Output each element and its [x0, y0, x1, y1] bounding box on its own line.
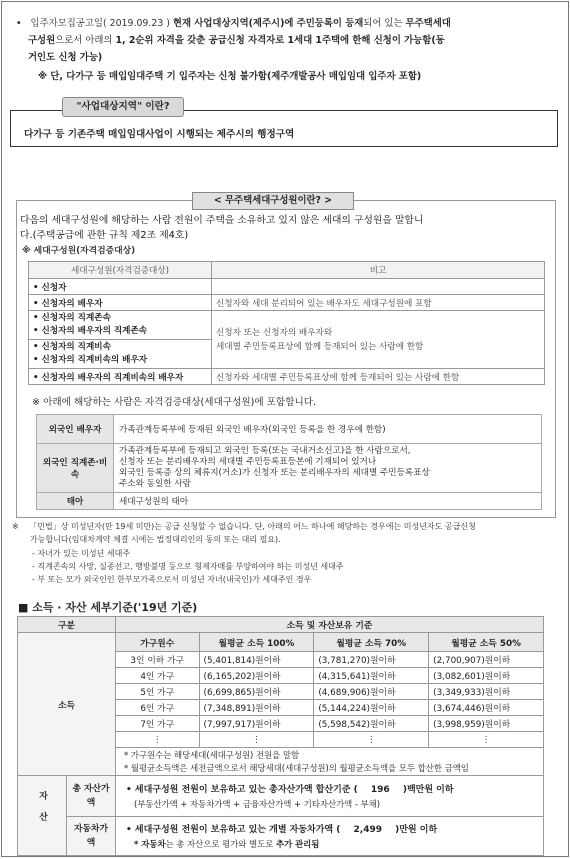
- table-row: [37, 444, 542, 493]
- included-line: 외국인 등록증 상의 체류지(거소)가 신청자 또는 분리배우자의 세대별 주민등록표상: [119, 468, 430, 478]
- income-cell: (5,144,224)원이하: [314, 700, 429, 716]
- income-row-label: 소득: [18, 633, 116, 776]
- ellipsis-cell: ⋮: [199, 732, 314, 748]
- table-row: [29, 369, 545, 385]
- member-line: • 신청자의 직계비속의 배우자: [33, 355, 148, 365]
- income-cell: (2,700,907)원이하: [429, 652, 544, 668]
- footnote-line-2: 가능합니다(임대차계약 체결 시에는 법정대리인의 동의 또는 대리 필요).: [30, 535, 281, 544]
- car-value-label: 자동차가액: [67, 817, 116, 856]
- total-assets-label: 총 자산가액: [67, 776, 116, 817]
- ellipsis-cell: ⋮: [116, 732, 200, 748]
- table-row: [29, 295, 545, 311]
- sub-header-cell: 월평균 소득 100%: [199, 633, 314, 652]
- income-cell: (3,349,933)원이하: [429, 684, 544, 700]
- income-note-2: * 월평균소득액은 세전금액으로서 해당세대(세대구성원)의 월평균소득액을 모두 합산한 금액임: [116, 761, 544, 776]
- ellipsis-cell: ⋮: [314, 732, 429, 748]
- included-text-block: [114, 444, 542, 493]
- member-line: • 신청자의 배우자의 직계존속: [33, 326, 148, 336]
- total-assets-cell: [116, 776, 544, 817]
- table-row: [29, 311, 545, 340]
- income-cell: (3,674,446)원이하: [429, 700, 544, 716]
- included-text: 가족관계등록부에 등재된 외국인 배우자(외국인 등록을 한 경우에 한함): [114, 415, 542, 444]
- footnote-item: - 자녀가 있는 미성년 세대주: [32, 549, 131, 558]
- car-sub-label: * 자동차: [134, 839, 166, 849]
- household-size-cell: 3인 이하 가구: [116, 652, 200, 668]
- household-size-cell: 4인 가구: [116, 668, 200, 684]
- member-cell: [29, 311, 212, 340]
- region-requirement-text: 현재 사업대상지역(제주시)에 주민등록이 등재: [172, 18, 364, 29]
- total-assets-value: 196: [370, 785, 390, 795]
- merged-note-line: 신청자 또는 신청자의 배우자와: [216, 327, 333, 338]
- car-value-sub: [126, 838, 539, 850]
- member-cell: • 신청자의 배우자의 직계비속의 배우자: [29, 369, 212, 385]
- car-sub-emphasis: 추가 관리됨: [275, 839, 320, 849]
- table-row: [37, 493, 542, 510]
- included-text: 세대구성원의 태아: [114, 493, 542, 510]
- table-row: [29, 279, 545, 295]
- income-cell: (7,348,891)원이하: [199, 700, 314, 716]
- region-definition-text: 다가구 등 기존주택 매입임대사업이 시행되는 제주시의 행정구역: [24, 129, 295, 140]
- sub-header-cell: 월평균 소득 70%: [314, 633, 429, 652]
- income-cell: (3,082,601)원이하: [429, 668, 544, 684]
- total-assets-sub: (부동산가액 + 자동차가액 + 금융자산가액 + 기타자산가액 - 부채): [134, 799, 381, 809]
- table-row: [37, 415, 542, 444]
- car-sub-text: 는 총 자산으로 평가와 별도로: [165, 839, 276, 849]
- household-size-cell: 5인 가구: [116, 684, 200, 700]
- income-table: [17, 616, 544, 856]
- footnote-mark: ※: [12, 522, 19, 531]
- intro-line-1: [16, 15, 451, 29]
- income-heading: ■ 소득 · 자산 세부기준('19년 기준): [18, 601, 198, 614]
- intro-connector-text: 되어 있는: [363, 18, 406, 29]
- document-page: [1, 1, 569, 857]
- sub-header-cell: 월평균 소득 50%: [429, 633, 544, 652]
- household-size-cell: 7인 가구: [116, 716, 200, 732]
- total-assets-unit: )백만원 이하: [402, 785, 454, 795]
- footnote-line-1: [12, 521, 476, 532]
- household-member-table: [28, 261, 545, 385]
- bullet: •: [16, 18, 22, 29]
- assets-label-text: 자산: [37, 790, 47, 833]
- sub-header-cell: 가구원수: [116, 633, 200, 652]
- car-value-cell: [116, 817, 544, 856]
- col-note-header: 비고: [212, 262, 545, 279]
- income-cell: (4,689,906)원이하: [314, 684, 429, 700]
- member-text: 구성원: [28, 35, 56, 46]
- total-assets-line: [126, 782, 539, 795]
- car-value-line: [126, 822, 539, 835]
- eligibility-text: 1, 2순위 자격을 갖춘 공급신청 자격자로 1세대 1주택에 한해 신청이 가능함(동: [115, 35, 445, 46]
- car-value-unit: )만원 이하: [395, 825, 438, 835]
- announcement-date-text: 입주자모집공고일( 2019.09.23 ): [30, 18, 173, 29]
- criteria-header: 소득 및 자산보유 기준: [116, 617, 544, 633]
- included-members-table: [36, 414, 542, 510]
- income-cell: (6,165,202)원이하: [199, 668, 314, 684]
- intro-note: ※ 단, 다가구 등 매입임대주택 기 입주자는 신청 불가함(제주개발공사 매입임대 입주자 포함): [38, 71, 422, 82]
- included-label: 외국인 직계존·비속: [37, 444, 114, 493]
- note-cell: 신청자와 세대별 주민등록표상에 함께 등재되어 있는 사람에 한함: [212, 369, 545, 385]
- included-label: 태아: [37, 493, 114, 510]
- income-cell: (6,699,865)원이하: [199, 684, 314, 700]
- included-heading: ※ 아래에 해당하는 사람은 자격검증대상(세대구성원)에 포함합니다.: [32, 397, 317, 408]
- total-assets-text: • 세대구성원 전원이 보유하고 있는 총자산가액 합산기준 (: [126, 785, 358, 795]
- merged-note-cell: [212, 311, 545, 369]
- merged-note-line: 세대별 주민등록표상에 함께 등재되어 있는 사람에 한함: [216, 341, 424, 352]
- footnote-item: - 직계존속의 사망, 실종선고, 행방불명 등으로 형제자매를 부양하여야 하는 미성년 세대주: [32, 562, 344, 571]
- assets-label: [18, 776, 67, 856]
- region-tab-label: "사업대상지역" 이란?: [62, 97, 184, 117]
- footnote-text: 「민법」상 미성년자(만 19세 미만)는 공급 신청할 수 없습니다. 단, 아래의 어느 하나에 해당하는 경우에는 미성년자도 공급신청: [29, 522, 476, 531]
- note-cell: 신청자와 세대 분리되어 있는 배우자도 세대구성원에 포함: [212, 295, 545, 311]
- household-desc-2: 다.(주택공급에 관한 규칙 제2조 제4호): [20, 230, 189, 241]
- car-value-amount: 2,499: [353, 825, 382, 835]
- income-note-1: * 가구원수는 해당세대(세대구성원) 전원을 말함: [116, 748, 544, 762]
- included-line: 가족관계등록부에 등재되고 외국인 등록(또는 국내거소신고)을 한 사람으로서,: [119, 446, 411, 456]
- household-sub-heading: ※ 세대구성원(자격검증대상): [22, 246, 136, 256]
- homeless-household-text: 무주택세대: [405, 18, 451, 29]
- income-cell: (3,998,959)원이하: [429, 716, 544, 732]
- member-line: • 신청자의 직계비속: [33, 342, 111, 352]
- member-cell: • 신청자의 배우자: [29, 295, 212, 311]
- footnote-item: - 부 또는 모가 외국인인 한부모가족으로서 미성년 자녀(내국인)가 세대주인 경우: [32, 575, 312, 584]
- income-cell: (7,997,917)원이하: [199, 716, 314, 732]
- category-header: 구분: [18, 617, 116, 633]
- col-member-header: 세대구성원(자격검증대상): [29, 262, 212, 279]
- ellipsis-cell: ⋮: [429, 732, 544, 748]
- member-cell: • 신청자: [29, 279, 212, 295]
- note-cell: [212, 279, 545, 295]
- income-cell: (5,401,814)원이하: [199, 652, 314, 668]
- member-cell: [29, 340, 212, 369]
- income-cell: (3,781,270)원이하: [314, 652, 429, 668]
- household-desc-1: 다음의 세대구성원에 해당하는 사람 전원이 주택을 소유하고 있지 않은 세대의 구성원을 말합니: [20, 215, 424, 226]
- included-label: 외국인 배우자: [37, 415, 114, 444]
- included-line: 신청자 또는 분리배우자의 세대별 주민등록표등본에 기재되어 있거나: [119, 457, 377, 467]
- income-cell: (5,598,542)원이하: [314, 716, 429, 732]
- income-cell: (4,315,641)원이하: [314, 668, 429, 684]
- household-tab-label: < 무주택세대구성원이란? >: [192, 192, 354, 210]
- intro-line-2: [28, 32, 445, 46]
- car-value-text: • 세대구성원 전원이 보유하고 있는 개별 자동차가액 (: [126, 825, 341, 835]
- intro-line-3: 거인도 신청 가능): [28, 52, 103, 63]
- intro-connector-2: 으로서 아래의: [55, 35, 116, 46]
- household-size-cell: 6인 가구: [116, 700, 200, 716]
- included-line: 주소와 동일한 사람: [119, 479, 191, 489]
- member-line: • 신청자의 직계존속: [33, 313, 111, 323]
